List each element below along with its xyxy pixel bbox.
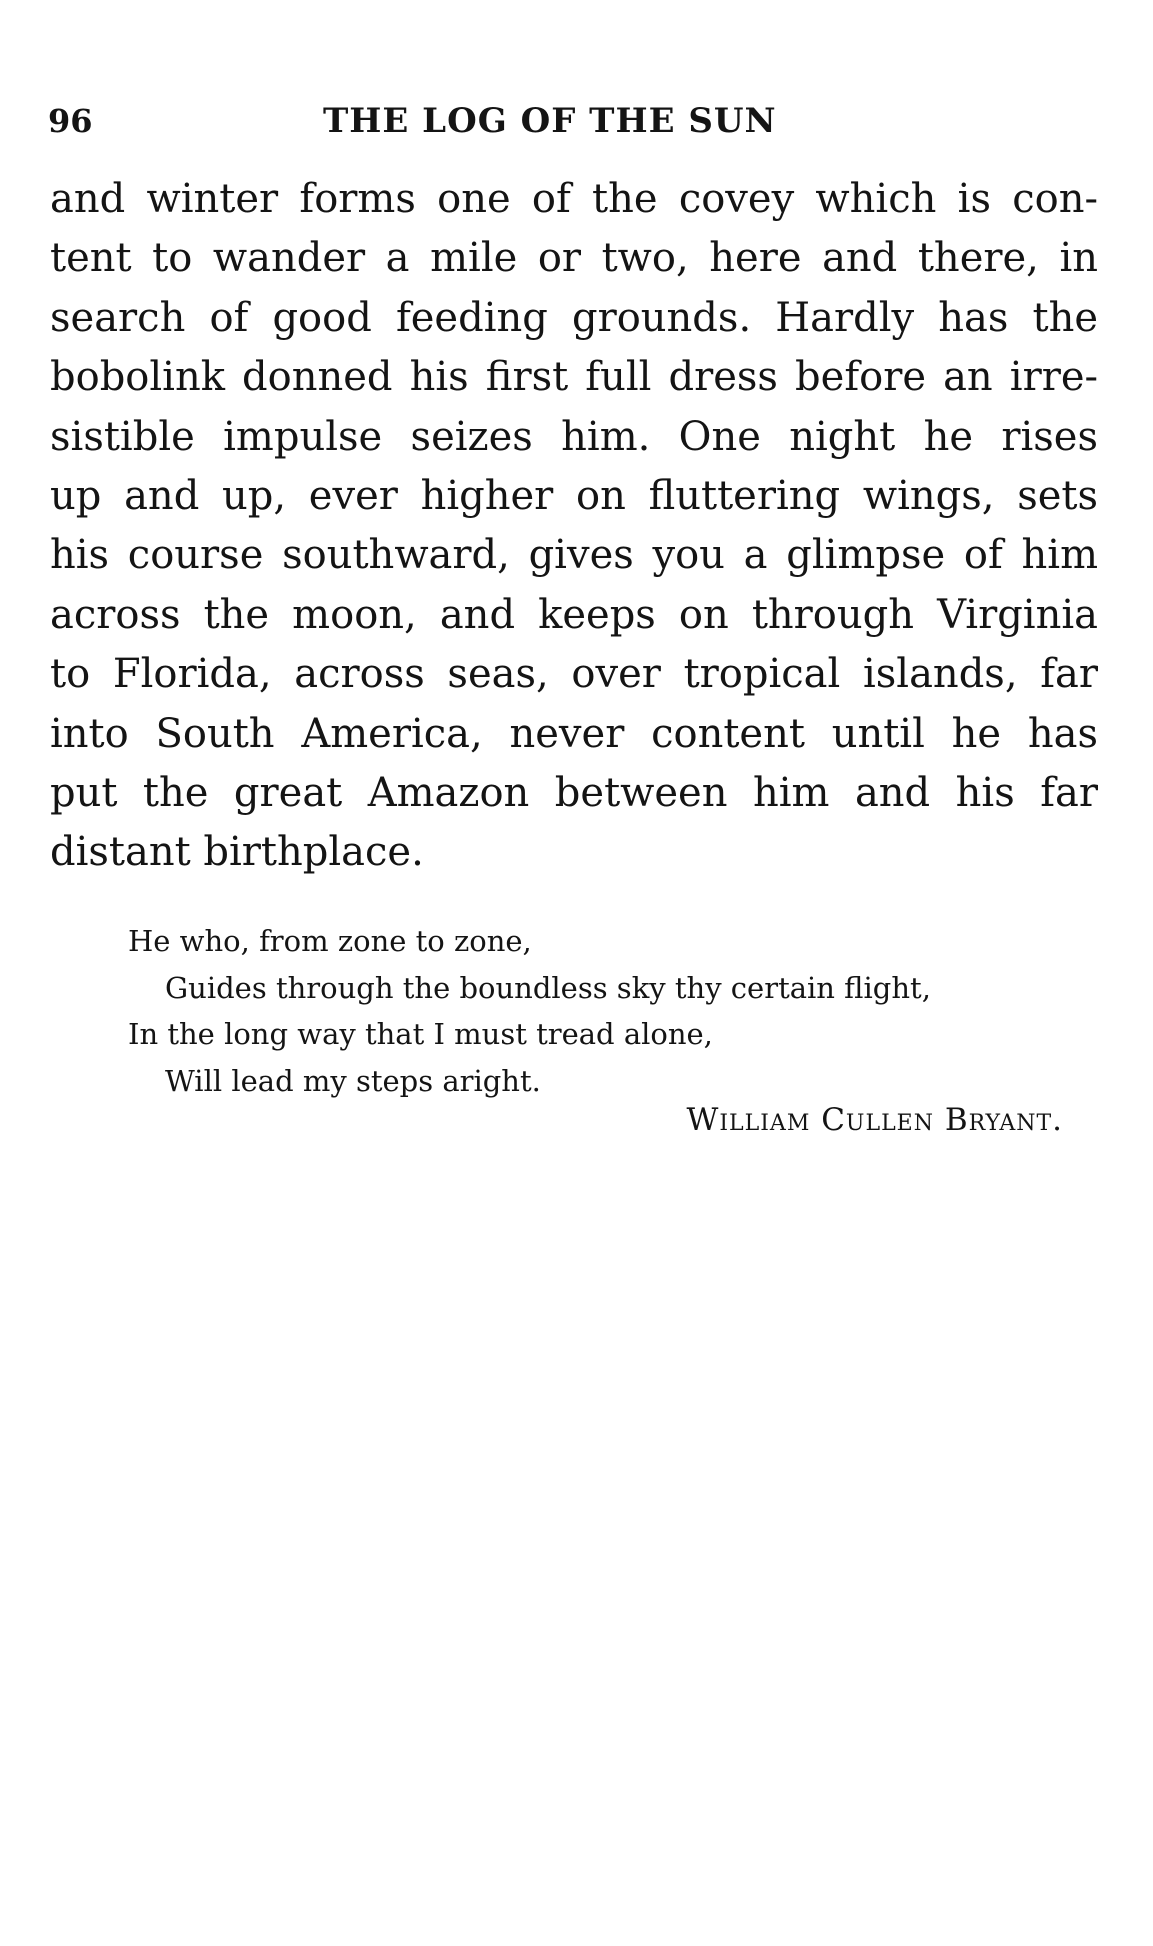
body-line: across the moon, and keeps on through Virginia	[50, 591, 1098, 638]
body-line: put the great Amazon between him and his far	[50, 769, 1098, 816]
poem-attribution: William Cullen Bryant.	[686, 1102, 1063, 1138]
poem-line: He who, from zone to zone,	[128, 924, 532, 958]
body-line: his course southward, gives you a glimpse of him	[50, 532, 1098, 579]
poem-line: Will lead my steps aright.	[165, 1063, 541, 1098]
poem-line: In the long way that I must tread alone,	[128, 1017, 713, 1051]
poem-quotation	[128, 918, 1073, 1104]
body-line: bobolink donned his first full dress before an irre-	[50, 354, 1098, 401]
body-line: and winter forms one of the covey which is con-	[50, 176, 1098, 222]
body-paragraph	[50, 170, 1098, 883]
body-line: tent to wander a mile or two, here and there, in	[50, 235, 1098, 282]
body-line: distant birthplace.	[50, 829, 424, 876]
body-line: search of good feeding grounds. Hardly has the	[50, 294, 1098, 341]
body-line: to Florida, across seas, over tropical islands, far	[50, 651, 1098, 698]
body-line: up and up, ever higher on fluttering wings, sets	[50, 472, 1098, 519]
running-title: THE LOG OF THE SUN	[323, 101, 777, 141]
body-line: sistible impulse seizes him. One night he rises	[50, 413, 1098, 460]
page-number: 96	[48, 102, 93, 140]
poem-line: Guides through the boundless sky thy certain flight,	[165, 970, 931, 1005]
page-header	[48, 96, 1108, 146]
body-line: into South America, never content until he has	[50, 710, 1098, 757]
